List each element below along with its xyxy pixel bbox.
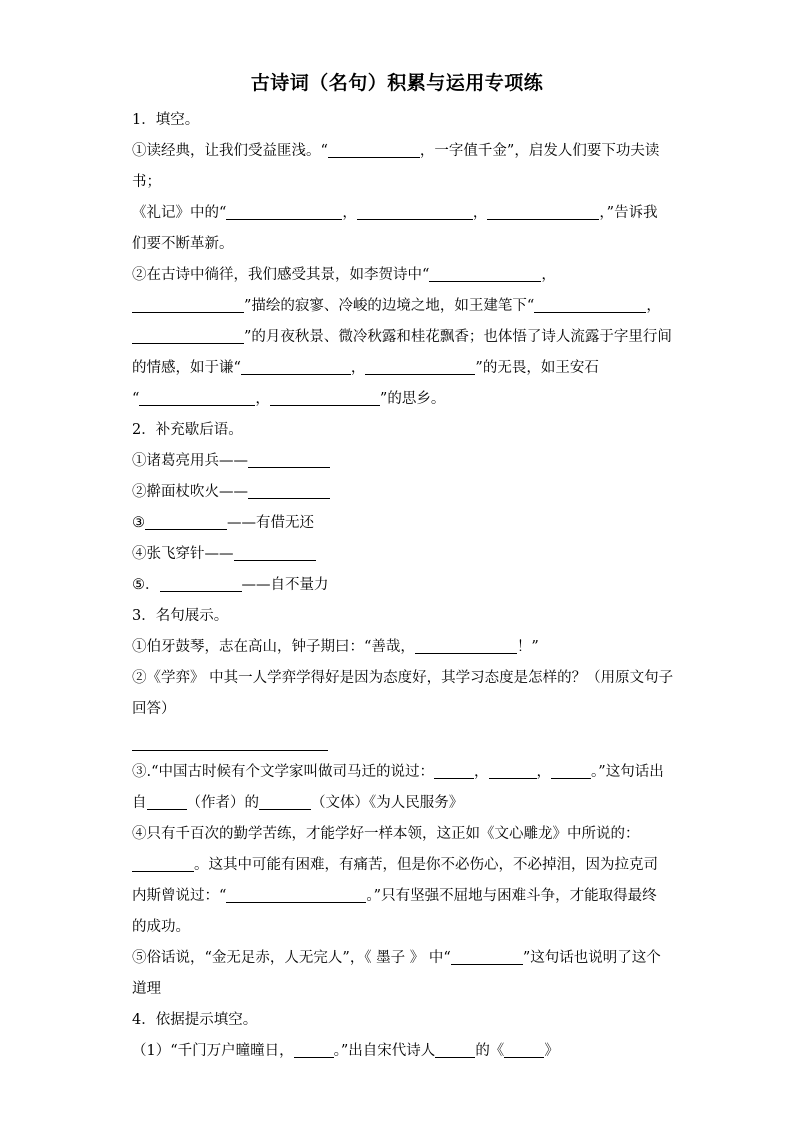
q2-item-1 bbox=[132, 446, 662, 477]
q1-line-2: 书； bbox=[132, 174, 161, 190]
q1-line-8 bbox=[132, 353, 662, 384]
text: 。这其中可能有困难，有痛苦，但是你不必伤心，不必掉泪，因为拉克司 bbox=[194, 857, 658, 873]
q1-heading: 1．填空。 bbox=[132, 112, 200, 128]
page-title: 古诗词（名句）积累与运用专项练 bbox=[250, 72, 544, 94]
text: ！” bbox=[516, 639, 539, 655]
fill-blank[interactable] bbox=[294, 1042, 334, 1058]
fill-blank[interactable] bbox=[429, 266, 541, 282]
fill-blank[interactable] bbox=[451, 949, 523, 965]
answer-line[interactable] bbox=[132, 749, 328, 751]
text: 。”出自宋代诗人 bbox=[333, 1043, 436, 1059]
text: ”描绘的寂寥、冷峻的边境之地，如王建笔下“ bbox=[244, 298, 535, 314]
fill-blank[interactable] bbox=[234, 545, 316, 561]
q1-line-3 bbox=[132, 198, 662, 229]
text: ②擀面杖吹火—— bbox=[132, 484, 248, 500]
text: ——自不量力 bbox=[241, 577, 329, 593]
text: ②在古诗中徜徉，我们感受其景，如李贺诗中“ bbox=[132, 267, 430, 283]
text: ，”告诉我 bbox=[599, 205, 658, 221]
fill-blank[interactable] bbox=[357, 204, 473, 220]
q2-item-3 bbox=[132, 508, 662, 539]
text: ①伯牙鼓琴，志在高山，钟子期曰：“善哉， bbox=[132, 639, 415, 655]
text: ”的思乡。 bbox=[379, 391, 446, 407]
text: 自 bbox=[132, 795, 147, 811]
q3-item-4-cont-1 bbox=[132, 850, 662, 881]
q1-line-1 bbox=[132, 136, 662, 167]
q3-item-3 bbox=[132, 757, 662, 788]
q3-item-5 bbox=[132, 943, 662, 974]
fill-blank[interactable] bbox=[132, 856, 194, 872]
text: 的《 bbox=[475, 1043, 505, 1059]
fill-blank[interactable] bbox=[241, 359, 351, 375]
fill-blank[interactable] bbox=[132, 297, 244, 313]
text: ， bbox=[350, 360, 366, 376]
fill-blank[interactable] bbox=[145, 514, 227, 530]
fill-blank[interactable] bbox=[415, 638, 517, 654]
text: 的情感，如于谦“ bbox=[132, 360, 241, 376]
text: ”的月夜秋景、微冷秋露和桂花飘香；也体悟了诗人流露于字里行间 bbox=[244, 329, 672, 345]
q2-heading: 2．补充歇后语。 bbox=[132, 422, 243, 438]
q3-heading: 3．名句展示。 bbox=[132, 608, 229, 624]
q3-item-1 bbox=[132, 632, 662, 663]
text: 。”这句话出 bbox=[591, 764, 664, 780]
q3-item-3-cont bbox=[132, 788, 662, 819]
text: ， bbox=[541, 267, 556, 283]
text: 》 bbox=[544, 1043, 559, 1059]
text: ①读经典，让我们受益匪浅。“ bbox=[132, 143, 328, 159]
q4-item-1 bbox=[132, 1036, 662, 1067]
text: 。”只有坚强不屈地与困难斗争，才能取得最终 bbox=[366, 888, 657, 904]
text: （1）“千门万户曈曈日， bbox=[132, 1043, 294, 1059]
text: ⑤俗话说，“金无足赤，人无完人”，《 墨子 》 中“ bbox=[132, 950, 451, 966]
q3-item-4-cont-2 bbox=[132, 881, 662, 912]
q3-item-4-cont-3: 的成功。 bbox=[132, 919, 190, 935]
fill-blank[interactable] bbox=[248, 483, 330, 499]
fill-blank[interactable] bbox=[226, 204, 342, 220]
q2-item-5 bbox=[132, 570, 662, 601]
text: ， bbox=[536, 764, 552, 780]
q1-line-4: 们要不断革新。 bbox=[132, 236, 234, 252]
fill-blank[interactable] bbox=[489, 763, 537, 779]
text: ——有借无还 bbox=[227, 515, 314, 531]
text: ， bbox=[474, 764, 489, 780]
text: ⑤． bbox=[132, 577, 160, 593]
q4-heading: 4．依据提示填空。 bbox=[132, 1012, 258, 1028]
q3-item-4: ④只有千百次的勤学苦练，才能学好一样本领，这正如《文心雕龙》中所说的： bbox=[132, 826, 640, 842]
fill-blank[interactable] bbox=[132, 328, 244, 344]
text: ①诸葛亮用兵—— bbox=[132, 453, 248, 469]
fill-blank[interactable] bbox=[435, 1042, 475, 1058]
text: （作者）的 bbox=[186, 795, 259, 811]
text: ”这句话也说明了这个 bbox=[522, 950, 661, 966]
fill-blank[interactable] bbox=[487, 204, 599, 220]
fill-blank[interactable] bbox=[434, 763, 474, 779]
q3-item-2-cont: 回答） bbox=[132, 701, 176, 717]
text: ， bbox=[646, 298, 661, 314]
text: ③ bbox=[132, 515, 145, 531]
text: ， bbox=[472, 205, 488, 221]
text: 《礼记》中的“ bbox=[132, 205, 227, 221]
text: ④张飞穿针—— bbox=[132, 546, 234, 562]
text: 内斯曾说过：“ bbox=[132, 888, 227, 904]
text: ”的无畏，如王安石 bbox=[475, 360, 599, 376]
fill-blank[interactable] bbox=[248, 452, 330, 468]
q1-line-5 bbox=[132, 260, 662, 291]
text: （文体）《为人民服务》 bbox=[311, 795, 464, 811]
q1-line-7 bbox=[132, 322, 672, 353]
q1-line-9 bbox=[132, 384, 662, 415]
text: ， bbox=[342, 205, 357, 221]
q3-item-5-cont: 道理 bbox=[132, 981, 161, 997]
q3-item-2: ②《学弈》 中其一人学弈学得好是因为态度好，其学习态度是怎样的？（用原文句子 bbox=[132, 670, 674, 686]
fill-blank[interactable] bbox=[365, 359, 475, 375]
text: ③.“中国古时候有个文学家叫做司马迁的说过： bbox=[132, 764, 435, 780]
fill-blank[interactable] bbox=[551, 763, 591, 779]
q2-item-4 bbox=[132, 539, 662, 570]
fill-blank[interactable] bbox=[226, 887, 366, 903]
fill-blank[interactable] bbox=[328, 142, 420, 158]
fill-blank[interactable] bbox=[259, 794, 311, 810]
q1-line-6 bbox=[132, 291, 662, 322]
text: “ bbox=[132, 391, 140, 407]
fill-blank[interactable] bbox=[270, 390, 380, 406]
q2-item-2 bbox=[132, 477, 662, 508]
fill-blank[interactable] bbox=[139, 390, 255, 406]
text: ，一字值千金”，启发人们要下功夫读 bbox=[419, 143, 660, 159]
fill-blank[interactable] bbox=[504, 1042, 544, 1058]
fill-blank[interactable] bbox=[160, 576, 242, 592]
text: ， bbox=[255, 391, 270, 407]
fill-blank[interactable] bbox=[534, 297, 646, 313]
fill-blank[interactable] bbox=[147, 794, 187, 810]
